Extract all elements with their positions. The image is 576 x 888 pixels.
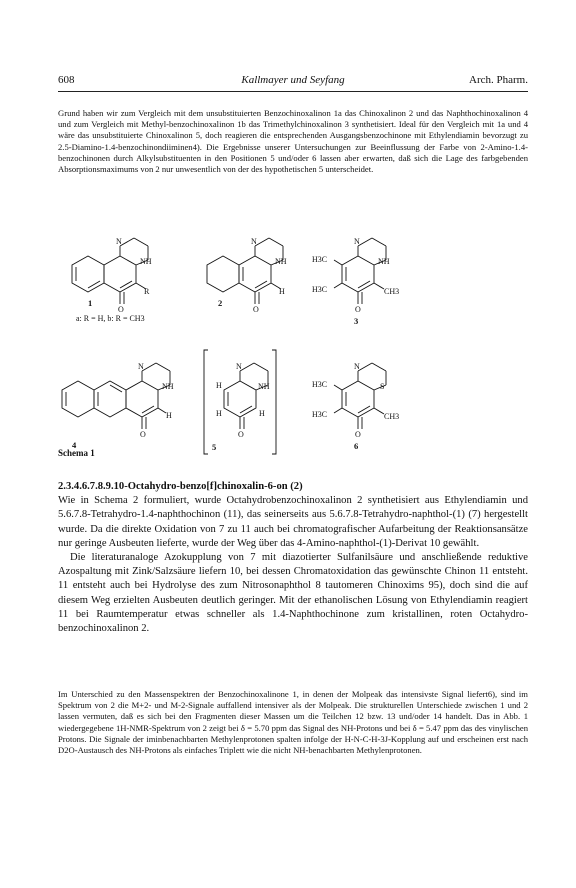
- substituent-note: a: R = H, b: R = CH3: [76, 314, 145, 323]
- atom-label-nh: NH: [378, 257, 390, 266]
- compound-1-structure: [72, 238, 148, 304]
- compound-label: 2: [218, 298, 223, 308]
- atom-label-n: N: [354, 362, 360, 371]
- atom-label-n: N: [116, 237, 122, 246]
- intro-paragraph: Grund haben wir zum Vergleich mit dem unsubstituierten Benzochinoxalinon 1a das Chinoxalinon 2 und das Naphthochinoxalinon 4 und zum Vergleich mit Methyl-benzochinoxalinon 1b das Trimethylchinoxalinon 3 synthetisiert. Ideal für den Vergleich mit 1a und 4 wäre das unsubstituierte Chinoxalinon 5, doch reagieren die entsprechenden Ausgangsbenzochinone mit Ethylendiamin bevorzugt zu 2.5-Diamino-1.4-benzochinondiiminen4). Die Ergebnisse unserer Untersuchungen zur Beeinflussung der Farbe von 2-Amino-1.4-benzochinonen durch Alkylsubstituenten in den Positionen 5 und/oder 6 lassen aber erwarten, daß sich die Lage des farbgebenden Absorptionsmaximums von 2 nur unwesentlich von der des hypothetischen 5 unterscheidet.: [58, 108, 528, 175]
- section-paragraph-2: Die literaturanaloge Azokupplung von 7 mit diazotierter Sulfanilsäure und anschließende reduktive Azospaltung mit Zink/Salzsäure liefern 10, bei dessen Chromatoxidation das gewünschte Chinon 11 entsteht. 11 entsteht auch bei Hydrolyse des zum Nitrosonaphthol 8 tautomeren Chinoxims 95), doch sind die auf diesem Weg erzielten Ausbeuten deutlich geringer. Mit der ethanolischen Lösung von Ethylendiamin reagiert 11 bei Raumtemperatur etwas schneller als 1.4-Naphthochinone zum kristallinen, roten Octahydro-benzochinoxalinon 2.: [58, 552, 528, 635]
- journal-name: Arch. Pharm.: [469, 74, 528, 86]
- atom-label-nh: NH: [162, 382, 174, 391]
- atom-label-r: R: [144, 287, 150, 296]
- atom-label-h: H: [279, 287, 285, 296]
- atom-label-o: O: [238, 430, 244, 439]
- atom-label-h: H: [216, 381, 222, 390]
- compound-6-structure: [334, 363, 386, 429]
- compound-label: 1: [88, 298, 93, 308]
- atom-label-h: H: [166, 411, 172, 420]
- atom-label-n: N: [138, 362, 144, 371]
- page-number: 608: [58, 74, 75, 86]
- atom-label-h: H: [259, 409, 265, 418]
- atom-label-h: H: [216, 409, 222, 418]
- closing-paragraph: Im Unterschied zu den Massenspektren der Benzochinoxalinone 1, in denen der Molpeak das intensivste Signal liefert6), sind im Spektrum von 2 die M+2- und M-2-Signale auffallend intensiver als der Molpeak. Die strukturellen Unterschiede zwischen 1 und 2 lassen vermuten, daß es sich bei den Fragmenten dieser Massen um die Teilchen 12 bzw. 13 und/oder 14 handelt. Das in Abb. 1 wiedergegebene 1H-NMR-Spektrum von 2 zeigt bei δ = 5.70 ppm das Signal des NH-Protons und bei δ = 5.47 ppm das des vinylischen Protons. Die Signale der iminbenachbarten Methylenprotonen spalten infolge der H-N-C-H-3J-Kopplung auf und erscheinen erst nach D2O-Austausch des NH-Protons als einfaches Triplett wie die nicht NH-benachbarten Methylenprotonen.: [58, 689, 528, 756]
- atom-label-nh: NH: [258, 382, 270, 391]
- compound-label: 6: [354, 441, 359, 451]
- atom-label-nh: NH: [275, 257, 287, 266]
- atom-label-h3c: H3C: [312, 255, 328, 264]
- atom-label-ch3: CH3: [384, 287, 400, 296]
- atom-label-o: O: [355, 305, 361, 314]
- compound-label: 5: [212, 442, 217, 452]
- atom-label-h3c: H3C: [312, 380, 328, 389]
- atom-label-h3c: H3C: [312, 410, 328, 419]
- atom-label-n: N: [236, 362, 242, 371]
- compound-label: 3: [354, 316, 359, 326]
- atom-label-h3c: H3C: [312, 285, 328, 294]
- atom-label-nh: NH: [140, 257, 152, 266]
- atom-label-s: S: [380, 382, 385, 391]
- running-authors: Kallmayer und Seyfang: [241, 74, 345, 86]
- scheme-caption: Schema 1: [58, 448, 95, 458]
- compound-2-structure: [207, 238, 283, 304]
- atom-label-o: O: [355, 430, 361, 439]
- scheme-1-structures: [58, 224, 528, 460]
- atom-label-n: N: [354, 237, 360, 246]
- compound-3-structure: [334, 238, 386, 304]
- section-paragraph-1: Wie in Schema 2 formuliert, wurde Octahydrobenzochinoxalinon 2 synthetisiert aus Ethylendiamin und 5.6.7.8-Tetrahydro-1.4-naphthochinon (11), das seinerseits aus 5.6.7.8-Tetrahydro-naphthol-(1) (7) hergestellt wurde. Da die direkte Oxidation von 7 zu 11 auch bei chromatografischer Aufarbeitung der Reaktionsansätze nur geringe Ausbeuten lieferte, wurde der Weg über das 4-Amino-naphthol-(1)-Derivat 10 gewählt.: [58, 495, 528, 549]
- atom-label-o: O: [253, 305, 259, 314]
- atom-label-o: O: [140, 430, 146, 439]
- atom-label-n: N: [251, 237, 257, 246]
- page-header: [58, 74, 528, 88]
- atom-label-ch3: CH3: [384, 412, 400, 421]
- header-rule: [58, 91, 528, 92]
- section-heading: 2.3.4.6.7.8.9.10-Octahydro-benzo[f]chinoxalin-6-on (2): [58, 481, 303, 492]
- section-body: [58, 480, 528, 636]
- atom-label-o: O: [118, 305, 124, 314]
- compound-4-structure: [62, 363, 170, 429]
- compound-label: 4: [72, 440, 77, 450]
